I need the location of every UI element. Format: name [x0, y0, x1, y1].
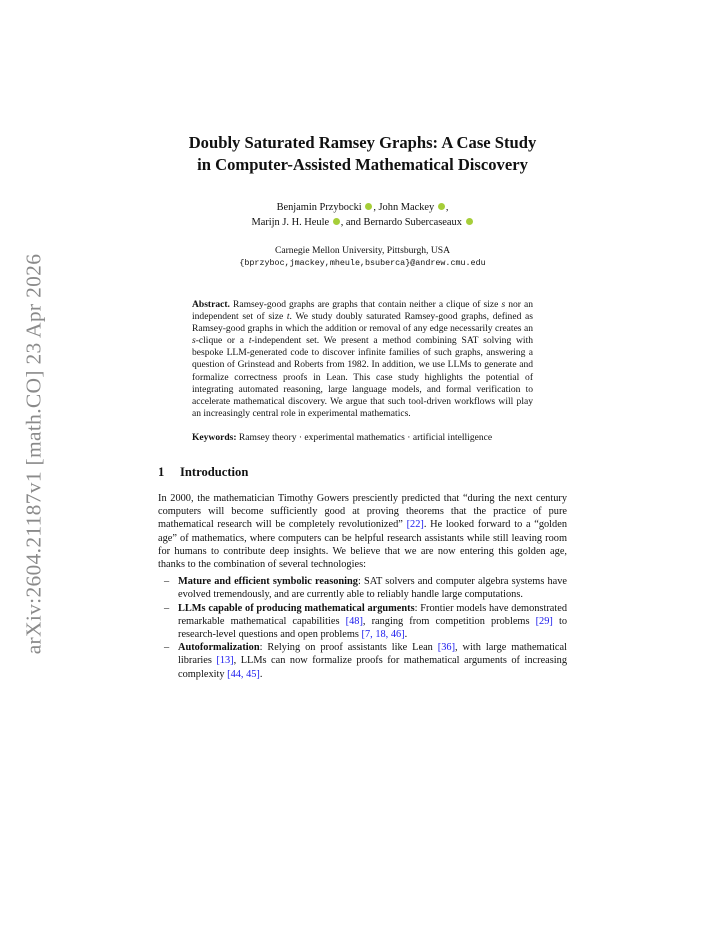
math-var: t — [248, 335, 252, 347]
orcid-icon[interactable] — [466, 218, 473, 225]
section-title: Introduction — [180, 465, 249, 480]
affiliation: Carnegie Mellon University, Pittsburgh, USA — [274, 245, 451, 256]
arxiv-identifier-stamp: arXiv:2604.21187v1 [math.CO] 23 Apr 2026 — [21, 253, 46, 655]
abstract — [192, 299, 533, 420]
orcid-icon[interactable] — [365, 203, 372, 210]
list-item-text: : Relying on proof assistants like Lean — [259, 642, 438, 654]
author-separator: , — [445, 202, 449, 213]
abstract-text: nor an independent set of size — [192, 299, 533, 323]
abstract-text: -independent set. We present a method combining SAT solving with bespoke LLM-generated code to discover infinite families of such graphs, answering a question of Grinstead and Roberts from 1982. In addition, we use LLMs to generate and formalize correctness proofs in Lean. This case study highlights the potential of integrating automated reasoning, large language models, and formal verification to accelerate mathematical discovery. We argue that such tool-driven workflows will play an increasingly central role in experimental mathematics. — [192, 335, 533, 419]
affiliation-block — [158, 245, 567, 269]
list-item — [158, 602, 567, 642]
abstract-label: Abstract. — [192, 299, 230, 310]
paper-title — [158, 132, 567, 176]
math-var: t — [286, 311, 290, 323]
citation-link[interactable]: [29] — [535, 615, 553, 627]
technology-list — [158, 575, 567, 681]
author-name: , and Bernardo Subercaseaux — [340, 217, 462, 228]
author-name: Marijn J. H. Heule — [251, 217, 330, 228]
citation-link[interactable]: [13] — [216, 655, 234, 667]
citation-link[interactable]: [44, 45] — [227, 668, 260, 680]
list-item-heading: Mature and efficient symbolic reasoning — [178, 576, 358, 588]
citation-link[interactable]: [36] — [437, 642, 456, 654]
section-number: 1 — [158, 465, 165, 480]
paragraph-text: . He looked forward to a “golden age” of mathematics, where computers can be helpful research assistants while still leaving room for humans to contribute deep insights. We believe that we are now entering this golden age, thanks to the combination of several technologies: — [158, 519, 567, 571]
list-item-text: . — [404, 629, 408, 641]
math-var: s — [501, 299, 506, 310]
dash-bullet: – — [164, 642, 170, 654]
keywords-label: Keywords: — [192, 431, 237, 443]
title-line-2: in Computer-Assisted Mathematical Discovery — [197, 155, 528, 174]
orcid-icon[interactable] — [333, 218, 340, 225]
list-item-text: , LLMs can now formalize proofs for mathematical arguments of increasing complexity — [178, 655, 568, 680]
title-line-1: Doubly Saturated Ramsey Graphs: A Case Study — [188, 133, 537, 152]
list-item-text: : SAT solvers and computer algebra systems have evolved tremendously, and are currently able to reliably handle large computations. — [178, 576, 568, 601]
keywords — [192, 432, 533, 444]
list-item-text: , ranging from competition problems — [362, 615, 536, 627]
list-item-heading: LLMs capable of producing mathematical arguments — [178, 602, 415, 614]
section-heading — [158, 465, 567, 480]
paragraph-text: In 2000, the mathematician Timothy Gowers presciently predicted that “during the next century computers will become sufficiently good at proving theorems that the practice of pure mathematical research will be completely revolutionized” — [158, 493, 567, 531]
list-item-text: , with large mathematical libraries — [178, 642, 567, 667]
math-var: s — [192, 335, 196, 347]
author-name: Benjamin Przybocki — [276, 202, 362, 213]
abstract-text: . We study doubly saturated Ramsey-good graphs, defined as Ramsey-good graphs in which the addition or removal of any edge necessarily creates an — [192, 311, 534, 335]
author-list — [158, 200, 567, 230]
orcid-icon[interactable] — [438, 203, 445, 210]
author-name: , John Mackey — [373, 202, 435, 213]
list-item — [158, 575, 567, 601]
citation-link[interactable]: [48] — [345, 615, 363, 627]
abstract-text: -clique or a — [195, 335, 249, 347]
keywords-text: Ramsey theory · experimental mathematics · artificial intelligence — [236, 431, 493, 443]
list-item — [158, 641, 567, 681]
dash-bullet: – — [164, 576, 170, 588]
list-item-heading: Autoformalization — [178, 642, 260, 654]
citation-link[interactable]: [22] — [406, 519, 424, 531]
dash-bullet: – — [164, 602, 170, 614]
list-item-text: to research-level questions and open problems — [178, 615, 567, 641]
intro-paragraph — [158, 492, 567, 571]
list-item-text: : Frontier models have demonstrated remarkable mathematical capabilities — [178, 602, 568, 627]
author-emails[interactable]: {bprzyboc,jmackey,mheule,bsuberca}@andrew.cmu.edu — [239, 258, 486, 268]
list-item-text: . — [259, 668, 263, 680]
citation-link[interactable]: [7, 18, 46] — [361, 629, 405, 641]
abstract-text: Ramsey-good graphs are graphs that contain neither a clique of size — [229, 299, 502, 310]
paper-page — [158, 132, 567, 681]
